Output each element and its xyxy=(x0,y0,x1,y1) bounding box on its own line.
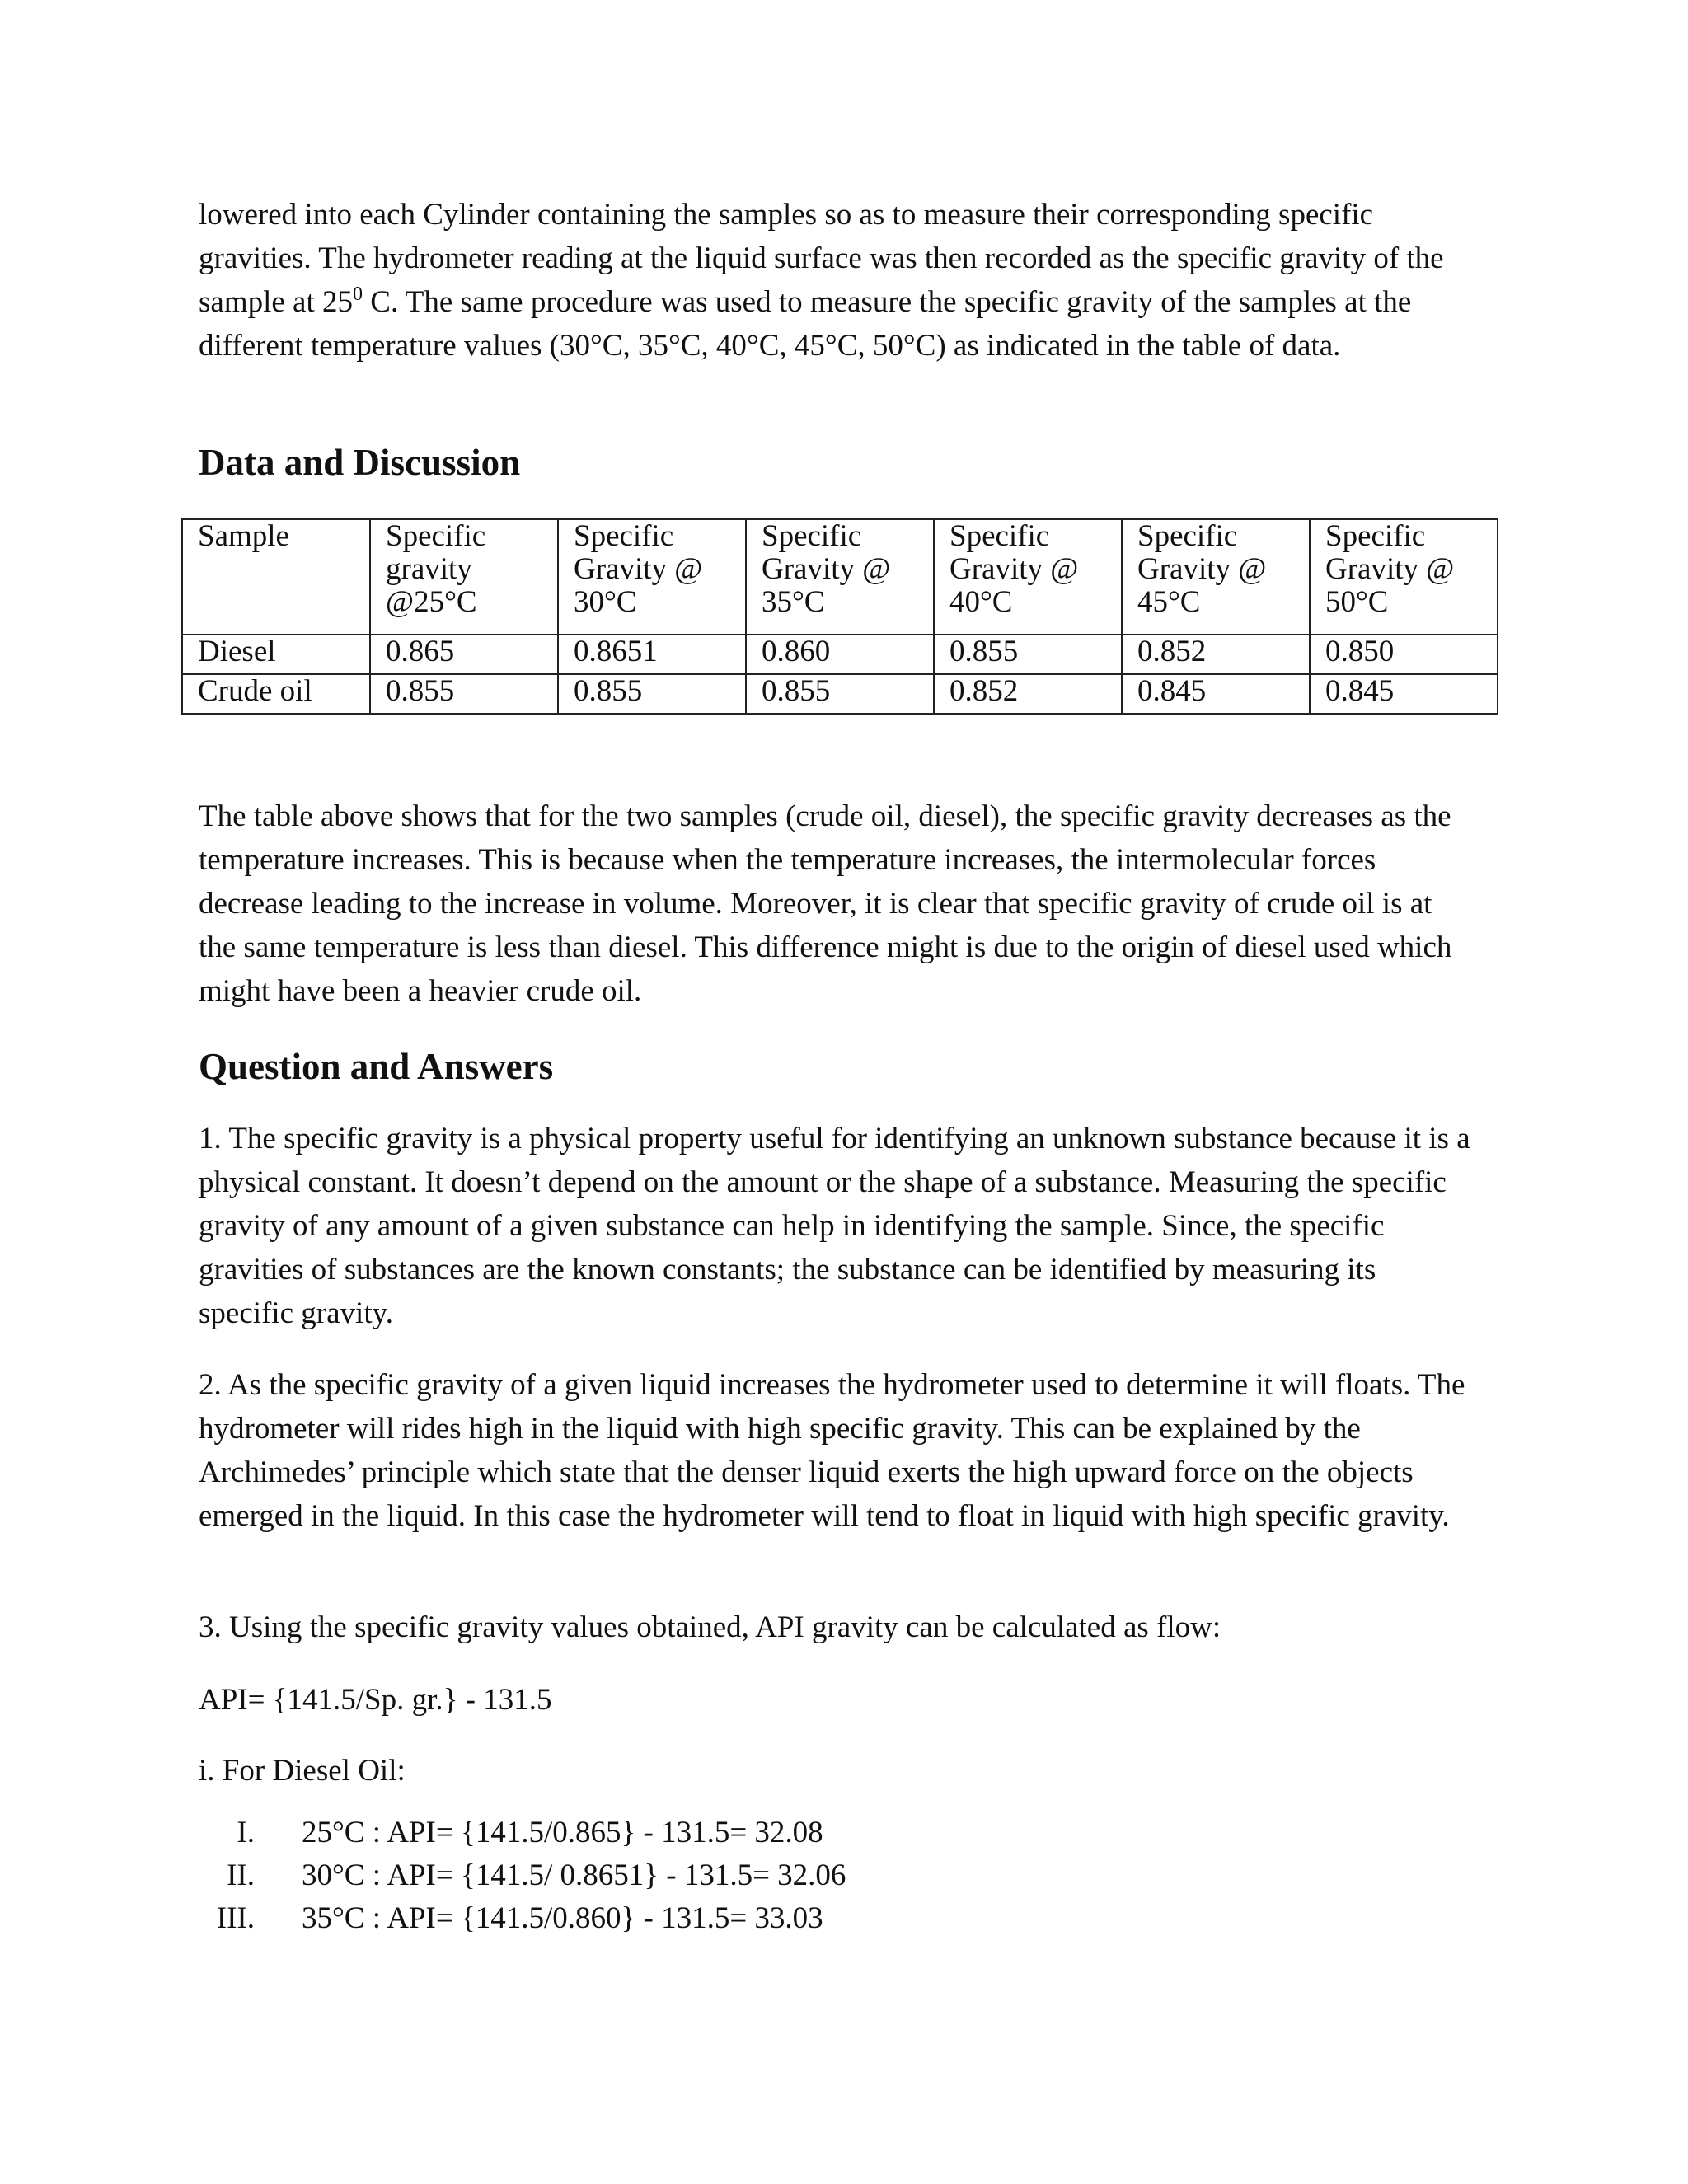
diesel-oil-label: i. For Diesel Oil: xyxy=(199,1754,406,1788)
table-cell: Diesel xyxy=(182,635,370,674)
list-numeral: II. xyxy=(227,1858,255,1892)
table-cell: 0.852 xyxy=(934,674,1122,714)
discussion-paragraph: The table above shows that for the two samples (crude oil, diesel), the specific gravity decreases as the temperature increases. This is because when the temperature increases, the intermolecular forces decrease leading to the increase in volume. Moreover, it is clear that specific gravity of crude oil is at the same temperature is less than diesel. This difference might is due to the origin of diesel used which might have been a heavier crude oil. xyxy=(199,799,1452,1008)
table-cell: 0.855 xyxy=(934,635,1122,674)
table-row xyxy=(182,635,1498,674)
answer-3-paragraph: 3. Using the specific gravity values obtained, API gravity can be calculated as flow: xyxy=(199,1610,1221,1644)
table-cell: 0.8651 xyxy=(558,635,746,674)
table-cell: 0.845 xyxy=(1310,674,1498,714)
api-calculation-text: 30°C : API= {141.5/ 0.8651} - 131.5= 32.06 xyxy=(302,1858,846,1892)
table-header-cell: Sample xyxy=(182,519,370,635)
table-header-cell: Specific gravity @25°C xyxy=(370,519,558,635)
list-numeral: III. xyxy=(216,1901,255,1935)
table-header-row xyxy=(182,519,1498,635)
intro-text-post: C. The same procedure was used to measure the specific gravity of the samples at the different temperature values (30°C, 35°C, 40°C, 45°C, 50°C) as indicated in the table of data. xyxy=(199,285,1412,363)
api-formula: API= {141.5/Sp. gr.} - 131.5 xyxy=(199,1683,552,1717)
table-cell: 0.855 xyxy=(370,674,558,714)
answer-1-paragraph: 1. The specific gravity is a physical property useful for identifying an unknown substance because it is a physical constant. It doesn’t depend on the amount or the shape of a substance. Measuring the specific gravity of any amount of a given substance can help in identifying the sample. Since, the specific gravities of substances are the known constants; the substance can be identified by measuring its specific gravity. xyxy=(199,1122,1470,1330)
api-calculation-text: 25°C : API= {141.5/0.865} - 131.5= 32.08 xyxy=(302,1816,823,1849)
table-header-cell: Specific Gravity @ 45°C xyxy=(1122,519,1310,635)
api-calculation-text: 35°C : API= {141.5/0.860} - 131.5= 33.03 xyxy=(302,1901,823,1935)
intro-text-pre: lowered into each Cylinder containing the samples so as to measure their corresponding specific gravities. The hydrometer reading at the liquid surface was then recorded as the specific gravity of the sample at 25 xyxy=(199,198,1444,319)
table-cell: 0.855 xyxy=(558,674,746,714)
table-header-cell: Specific Gravity @ 50°C xyxy=(1310,519,1498,635)
table-cell: 0.850 xyxy=(1310,635,1498,674)
table-header-cell: Specific Gravity @ 35°C xyxy=(746,519,934,635)
table-cell: Crude oil xyxy=(182,674,370,714)
table-header-cell: Specific Gravity @ 40°C xyxy=(934,519,1122,635)
table-cell: 0.860 xyxy=(746,635,934,674)
intro-paragraph xyxy=(199,193,1472,368)
table-row xyxy=(182,674,1498,714)
table-cell: 0.845 xyxy=(1122,674,1310,714)
list-numeral: I. xyxy=(237,1816,255,1849)
data-discussion-heading: Data and Discussion xyxy=(199,442,521,483)
question-answers-heading: Question and Answers xyxy=(199,1046,554,1087)
intro-superscript: 0 xyxy=(353,284,363,305)
table-cell: 0.865 xyxy=(370,635,558,674)
specific-gravity-table-wrapper xyxy=(181,518,1498,715)
table-header-cell: Specific Gravity @ 30°C xyxy=(558,519,746,635)
table-cell: 0.855 xyxy=(746,674,934,714)
specific-gravity-table xyxy=(181,518,1498,715)
answer-2-paragraph: 2. As the specific gravity of a given liquid increases the hydrometer used to determine it will floats. The hydrometer will rides high in the liquid with high specific gravity. This can be explained by the Archimedes’ principle which state that the denser liquid exerts the high upward force on the objects emerged in the liquid. In this case the hydrometer will tend to float in liquid with high specific gravity. xyxy=(199,1368,1465,1533)
table-cell: 0.852 xyxy=(1122,635,1310,674)
